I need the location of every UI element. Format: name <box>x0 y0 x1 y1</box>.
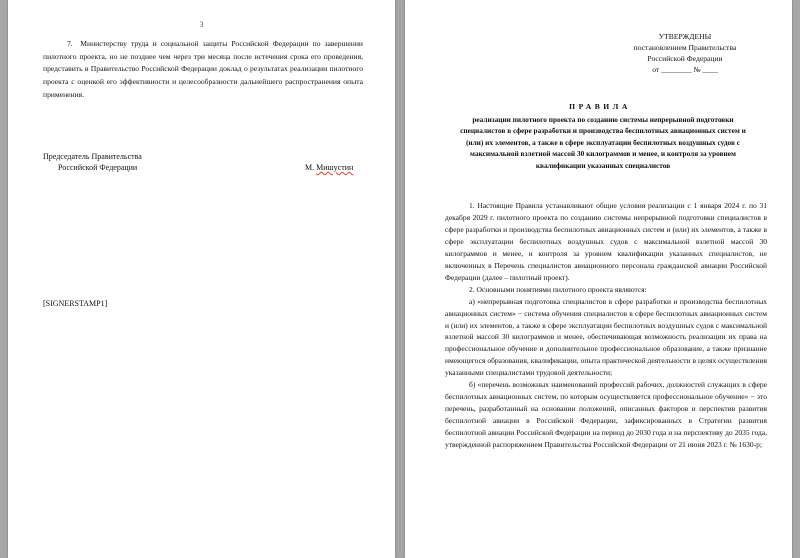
approved-line3: от ________ № ____ <box>652 65 718 74</box>
signature-position-line2: Российской Федерации <box>58 163 138 172</box>
paragraph-7: 7. Министерству труда и социальной защиты Российской Федерации по завершении пилотного проекта, но не позднее чем через три месяца после истечения срока его проведения, представить в Правительство Российской Федерации доклад о результатах реализации пилотного проекта с оценкой его эффективности и целесообразности дальнейшего распространения опыта применения. <box>43 39 363 99</box>
page-number: 3 <box>199 20 204 29</box>
rules-title: ПРАВИЛА <box>569 102 631 111</box>
rules-paragraph-2: 2. Основными понятиями пилотного проекта являются: <box>469 284 647 294</box>
approved-title: УТВЕРЖДЕНЫ <box>658 32 712 41</box>
rules-paragraph-2b: б) «перечень возможных наименований профессий рабочих, должностей служащих в сфере беспилотных авиационных систем, по которым осуществляется профессиональное обучение» − это перечень, разработанный на основании положений, описанных факторов и перспектив развития беспилотной авиации в Российской Федерации, зафиксированных в Стратегии развития беспилотной авиации Российской Федерации на период до 2030 года и на перспективу до 2035 года, утвержденной распоряжением Правительства Российской Федерации от 21 июня 2023 г. № 1630-р; <box>445 380 767 450</box>
signature-name <box>305 162 353 173</box>
rules-body <box>445 200 767 451</box>
approved-line2: Российской Федерации <box>647 54 723 63</box>
signer-stamp: [SIGNERSTAMP1] <box>43 299 108 308</box>
rules-paragraph-2a: а) «непрерывная подготовка специалистов в сфере разработки и производства беспилотных авиационных систем» − система обучения специалистов в сфере беспилотных авиационных систем и (или) их элементов, а также в сфере эксплуатации беспилотных воздушных судов с максимальной взлетной массой 30 килограммов и менее, обеспечивающая возможность реализации их права на профессиональное обучение и дополнительное профессиональное образование, а также признание имеющегося образования, квалификации, опыта практической деятельности в целях осуществления указанными специалистами трудовой деятельности; <box>445 296 767 378</box>
approved-line1: постановлением Правительства <box>633 43 737 52</box>
rules-subtitle: реализации пилотного проекта по созданию системы непрерывной подготовки специалистов в сфере разработки и производства беспилотных авиационных систем и (или) их элементов, а также в сфере эксплуатации беспилотных воздушных судов с максимальной взлетной массой 30 килограммов и менее, и контроля за уровнем квалификации указанных специалистов <box>460 115 746 170</box>
signature-position-line1: Председатель Правительства <box>43 152 142 161</box>
signature-surname: Мишустин <box>316 163 354 172</box>
signature-initial: М. <box>305 163 317 172</box>
approved-block <box>620 31 750 75</box>
document-page-left <box>8 0 395 558</box>
document-page-right <box>405 0 792 558</box>
rules-paragraph-1: 1. Настоящие Правила устанавливают общие условия реализации с 1 января 2024 г. по 31 декабря 2029 г. пилотного проекта по созданию системы непрерывной подготовки специалистов в сфере разработки и производства беспилотных авиационных систем и (или) их элементов, а также в сфере эксплуатации беспилотных воздушных судов с максимальной взлетной массой 30 килограммов и менее, и контроля за уровнем квалификации указанных специалистов, не включенных в Перечень специалистов авиационного персонала гражданской авиации Российской Федерации (далее – пилотный проект). <box>445 201 767 282</box>
